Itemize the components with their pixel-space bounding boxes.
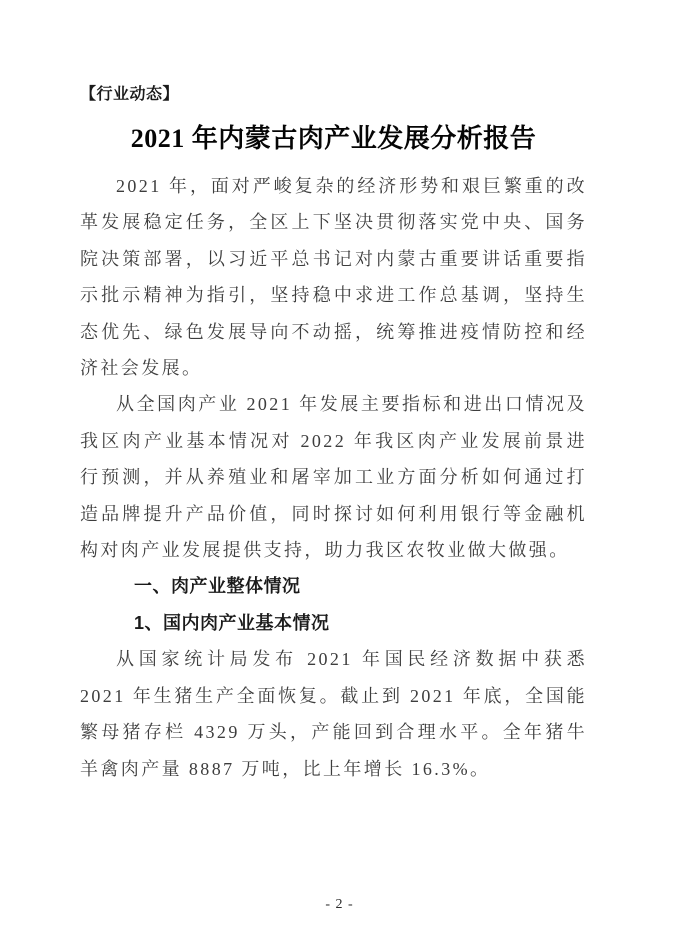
paragraph-intro: 2021 年，面对严峻复杂的经济形势和艰巨繁重的改革发展稳定任务，全区上下坚决贯彻落实党中央、国务院决策部署，以习近平总书记对内蒙古重要讲话重要指示批示精神为指引，坚持稳中求进工作总基调，坚持生态优先、绿色发展导向不动摇，统筹推进疫情防控和经济社会发展。 [80,176,587,379]
heading-domestic-meat-industry: 1、国内肉产业基本情况 [134,612,330,633]
page-number: - 2 - [325,897,354,912]
paragraph-national-stats: 从国家统计局发布 2021 年国民经济数据中获悉 2021 年生猪生产全面恢复。截止到 2021 年底，全国能繁母猪存栏 4329 万头，产能回到合理水平。全年猪牛羊禽肉产量 8887 万吨，比上年增长 16.3%。 [80,649,587,779]
section-tag: 【行业动态】 [80,86,180,103]
paragraph-scope: 从全国肉产业 2021 年发展主要指标和进出口情况及我区肉产业基本情况对 2022 年我区肉产业发展前景进行预测，并从养殖业和屠宰加工业方面分析如何通过打造品牌提升产品价值，同时探讨如何利用银行等金融机构对肉产业发展提供支持，助力我区农牧业做大做强。 [80,394,587,561]
report-title: 2021 年内蒙古肉产业发展分析报告 [130,124,537,153]
heading-industry-overview: 一、肉产业整体情况 [134,576,301,597]
